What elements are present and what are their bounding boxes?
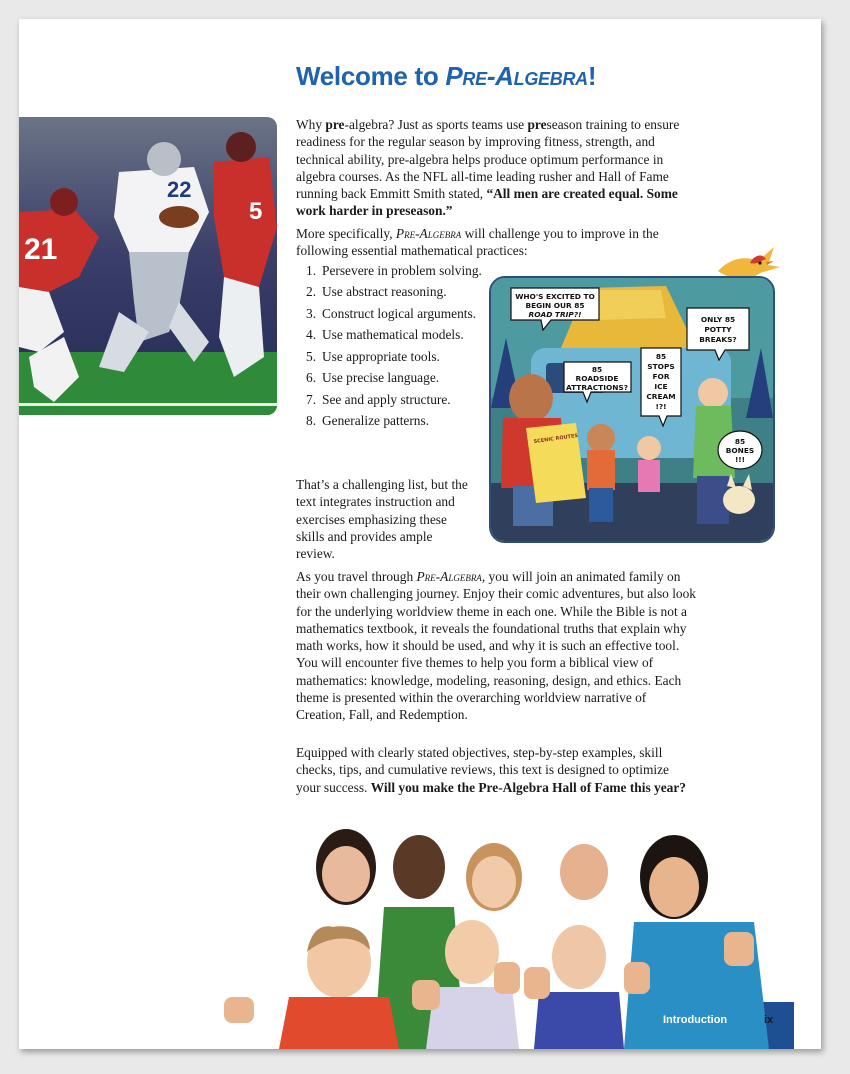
journey-text: , you will join an animated family on their own challenging journey. Enjoy their comic adventures, but also look for the underlying worldview theme in each one. While the Bible is not a mathematics textbook, it reveals the foundational truths that explain why math works, how it should be used, and why it is such an effective tool. You will encounter five themes to help you form a biblical view of mathematics: knowledge, modeling, reasoning, design, and ethics. Each theme is presented within the overarching worldview narrative of Creation, Fall, and Redemption.	[296, 569, 697, 723]
list-item-text: Use abstract reasoning.	[322, 284, 447, 300]
bubble-boy-line1: 85	[591, 365, 603, 374]
list-item-text: Use appropriate tools.	[322, 348, 440, 364]
list-number: 2.	[306, 284, 317, 300]
jersey-number-right: 5	[249, 198, 263, 225]
page-title	[296, 61, 596, 92]
challenge-paragraph: That’s a challenging list, but the text integrates instruction and exercises emphasizing these skills and provides ample review.	[296, 477, 468, 562]
list-item-text: Use precise language.	[322, 370, 440, 386]
list-item-text: Persevere in problem solving.	[322, 263, 482, 278]
list-item	[296, 391, 486, 408]
page-number: ix	[764, 1014, 774, 1026]
list-item	[296, 262, 486, 279]
list-item-text: Use mathematical models.	[322, 327, 464, 343]
list-item	[296, 283, 486, 300]
bubble-dad-line3: ROAD TRIP?!	[528, 310, 582, 319]
football-photo	[19, 117, 277, 415]
bubble-dog-line1: 85	[734, 437, 746, 446]
list-number: 7.	[306, 391, 317, 407]
list-number: 5.	[306, 348, 317, 364]
list-number: 4.	[306, 327, 317, 343]
bubble-girl-line4: ICE	[654, 382, 668, 391]
title-book-name: Pre-Algebra	[445, 61, 588, 91]
closing-text: Equipped with clearly stated objectives, step-by-step examples, skill checks, tips, and cumulative reviews, this text is designed to optimize your success.	[296, 745, 669, 795]
lead-in-text: More specifically,	[296, 226, 396, 241]
intro-text-bold: pre	[325, 117, 345, 132]
practices-list	[296, 262, 486, 434]
family-road-trip-comic	[489, 276, 775, 543]
bubble-dog-line3: !!!	[734, 455, 746, 464]
list-item	[296, 412, 486, 429]
bubble-boy-line2: ROADSIDE	[575, 374, 619, 383]
bubble-girl-line5: CREAM	[646, 392, 676, 401]
lead-in-paragraph	[296, 225, 696, 260]
closing-paragraph	[296, 744, 696, 796]
bubble-girl-line2: STOPS	[647, 362, 675, 371]
textbook-page	[19, 19, 821, 1049]
bubble-girl-line6: !?!	[655, 402, 667, 411]
bubble-dad-line2: BEGIN OUR 85	[525, 301, 585, 310]
intro-text: season training to ensure readiness for the regular season by improving fitness, strength, and technical ability, pre-algebra helps produce optimum performance in algebra courses. As the NFL all-time leading rusher and Hall of Fame running back Emmitt Smith stated,	[296, 117, 680, 202]
bubble-boy-line3: ATTRACTIONS?	[565, 383, 629, 392]
list-item-text: Generalize patterns.	[322, 413, 430, 429]
closing-question: Will you make the Pre-Algebra Hall of Fame this year?	[370, 779, 687, 795]
emmitt-smith-quote: “All men are created equal. Some work harder in preseason.”	[296, 186, 678, 219]
intro-text: -algebra? Just as sports teams use	[344, 117, 528, 132]
list-number: 1.	[306, 263, 317, 278]
intro-text-bold: pre	[527, 117, 547, 132]
jersey-number-left: 21	[24, 233, 58, 266]
bubble-dad-line1: WHO'S EXCITED TO	[515, 292, 595, 301]
journey-text: As you travel through	[296, 569, 417, 584]
footer-section-label: Introduction	[663, 1014, 728, 1026]
list-item	[296, 348, 486, 365]
intro-paragraph	[296, 116, 696, 220]
bubble-mom-line3: BREAKS?	[699, 335, 737, 344]
title-prefix: Welcome to	[296, 61, 446, 91]
list-item	[296, 369, 486, 386]
title-suffix: !	[587, 61, 597, 91]
bubble-mom-line2: POTTY	[704, 325, 732, 334]
list-number: 8.	[306, 413, 317, 429]
list-number: 3.	[306, 305, 317, 321]
list-item	[296, 305, 486, 322]
bubble-girl-line1: 85	[655, 352, 667, 361]
lead-in-text: will challenge you to improve in the following essential mathematical practices:	[296, 226, 659, 259]
list-item-text: See and apply structure.	[322, 391, 451, 407]
book-name: Pre-Algebra	[395, 226, 462, 241]
map-label: SCENIC ROUTES	[533, 432, 579, 446]
journey-paragraph	[296, 568, 696, 724]
jersey-number-center: 22	[167, 177, 192, 202]
bubble-girl-line3: FOR	[652, 372, 670, 381]
book-name: Pre-Algebra	[416, 569, 482, 584]
list-item	[296, 326, 486, 343]
list-item-text: Construct logical arguments.	[322, 305, 477, 321]
bubble-mom-line1: ONLY 85	[700, 315, 736, 324]
intro-text: Why	[296, 117, 326, 132]
list-number: 6.	[306, 370, 317, 386]
bubble-dog-line2: BONES	[725, 446, 755, 455]
